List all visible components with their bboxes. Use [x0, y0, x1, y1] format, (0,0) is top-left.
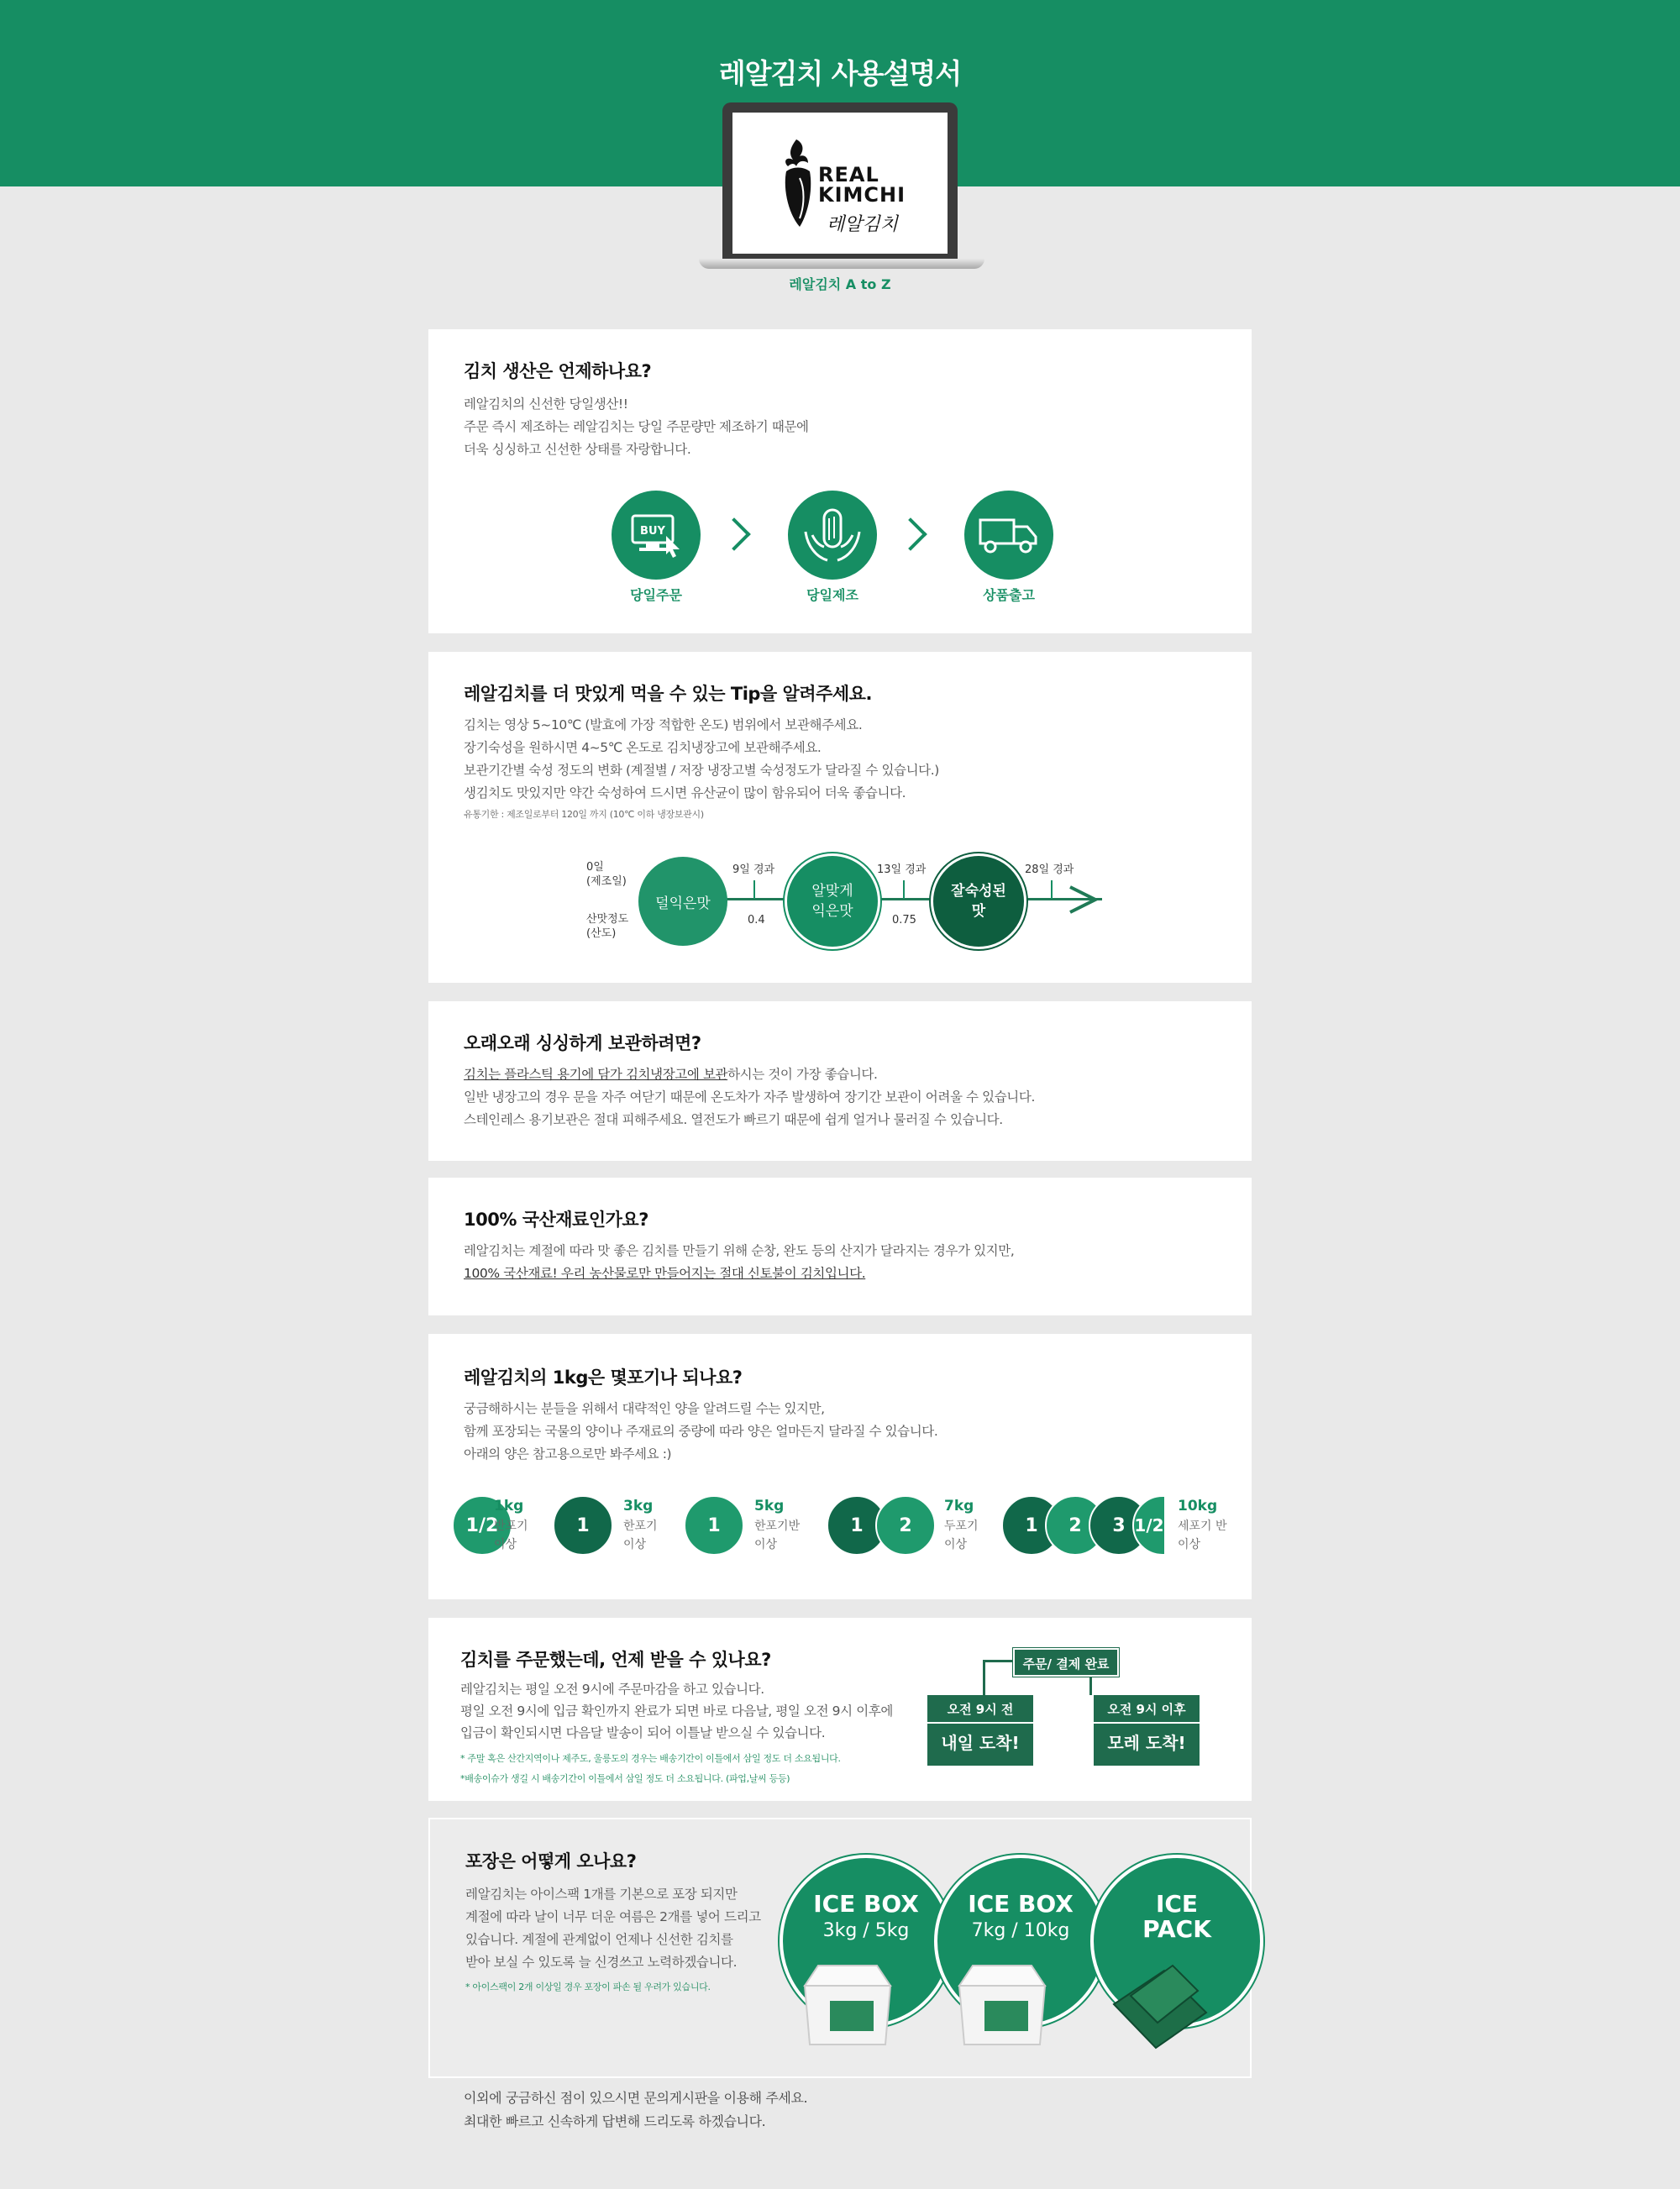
section-title: 김치 생산은 언제하나요? [464, 361, 652, 381]
packaging-note: * 아이스팩이 2개 이상일 경우 포장이 파손 될 우려가 있습니다. [465, 1982, 711, 1992]
footer-text: 이외에 궁금하신 점이 있으시면 문의게시판을 이용해 주세요. 최대한 빠르고 신속하게 답변해 드리도록 하겠습니다. [464, 2090, 808, 2129]
portion-text: 7kg 두포기 이상 [944, 1498, 979, 1551]
expiry-note: 유통기한 : 제조일로부터 120일 까지 (10℃ 이하 냉장보관시) [464, 809, 704, 820]
portion-circle: 3 [1089, 1495, 1149, 1556]
order-complete-badge: 주문/ 결제 완료 [1013, 1648, 1119, 1677]
timeline-line [724, 898, 1102, 900]
section-text: 레알김치는 아이스팩 1개를 기본으로 포장 되지만 계절에 따라 날이 너무 더운 여름은 2개를 넣어 드리고 있습니다. 계절에 관계없이 언제나 신선한 김치를 받아 보실 수 있도록 늘 신경쓰고 노력하겠습니다. [465, 1887, 761, 1970]
portion-circle: 1/2 [1132, 1495, 1166, 1556]
day-label: 9일 경과 [732, 864, 775, 876]
portion-text: 10kg 세포기 반 이상 [1178, 1498, 1227, 1551]
step-label: 상품출고 [983, 587, 1035, 603]
section-title: 레알김치의 1kg은 몇포기나 되나요? [464, 1367, 743, 1388]
portion-circle: 1 [684, 1495, 744, 1556]
truck-icon [977, 515, 1041, 555]
tick [903, 880, 905, 899]
icebox-icon [948, 1961, 1057, 2053]
section-title: 100% 국산재료인가요? [464, 1210, 648, 1230]
brand-en-line1: REAL [818, 163, 879, 186]
radish-icon [780, 138, 816, 230]
acidity-value: 0.4 [748, 914, 765, 927]
section-title: 김치를 주문했는데, 언제 받을 수 있나요? [460, 1650, 771, 1670]
stage-ripe: 알맞게 익은맛 [785, 853, 880, 949]
section-text: 김치는 플라스틱 용기에 담가 김치냉장고에 보관하시는 것이 가장 좋습니다. 일반 냉장고의 경우 문을 자주 여닫기 때문에 온도차가 자주 발생하여 장기간 보관이 어려울 수 있습니다. 스테인레스 용기보관은 절대 피해주세요. 열전도가 빠르기 때문에 쉽게 얼거나 물러질 수 있습니다. [464, 1067, 1035, 1127]
portion-circle: 2 [875, 1495, 936, 1556]
chevron-right-icon [894, 517, 927, 551]
portion-circle: 2 [1045, 1495, 1105, 1556]
laptop-illustration [699, 102, 984, 270]
section-domestic [428, 1178, 1252, 1315]
delivery-note: * 주말 혹은 산간지역이나 제주도, 울릉도의 경우는 배송기간이 이틀에서 삼일 정도 더 소요됩니다. [460, 1753, 841, 1764]
step-ship [964, 491, 1053, 580]
portion-circle: 1 [553, 1495, 613, 1556]
portion-circle: 1 [827, 1495, 887, 1556]
section-title: 오래오래 싱싱하게 보관하려면? [464, 1033, 701, 1053]
icepack-icon [1105, 1954, 1215, 2055]
section-quantity [428, 1334, 1252, 1599]
stage-unripe: 덜익은맛 [638, 857, 727, 946]
portion-text: 5kg 한포기반 이상 [754, 1498, 801, 1551]
icebox-large: ICE BOX 7kg / 10kg [934, 1855, 1107, 2028]
section-packaging [428, 1818, 1252, 2078]
portion-text: 1kg 반포기 이상 [494, 1498, 528, 1551]
step-label: 당일제조 [806, 587, 858, 603]
step-order [612, 491, 701, 580]
brand-ko: 레알김치 [827, 214, 899, 235]
icebox-icon [793, 1961, 902, 2053]
portion-circle: 1 [1001, 1495, 1062, 1556]
day-label: 13일 경과 [877, 864, 927, 876]
stage-aged: 잘숙성된 맛 [931, 853, 1026, 949]
chevron-right-icon [717, 517, 751, 551]
icebox-small: ICE BOX 3kg / 5kg [780, 1855, 953, 2028]
section-title: 레알김치를 더 맛있게 먹을 수 있는 Tip을 알려주세요. [464, 684, 872, 704]
hands-kimchi-icon [802, 507, 863, 564]
day-label: 28일 경과 [1025, 864, 1074, 876]
tick [1051, 880, 1053, 899]
acidity-label: 산맛정도 (산도) [586, 913, 629, 940]
section-text: 궁금해하시는 분들을 위해서 대략적인 양을 알려드릴 수는 있지만, 함께 포장되는 국물의 양이나 주재료의 중량에 따라 양은 얼마든지 달라질 수 있습니다. 아래의 양은 참고용으로만 봐주세요 :) [464, 1401, 938, 1462]
brand-en-line2: KIMCHI [818, 183, 906, 207]
portion-text: 3kg 한포기 이상 [623, 1498, 658, 1551]
buy-label: BUY [640, 525, 665, 538]
subtitle: 레알김치 A to Z [789, 276, 891, 292]
page-title: 레알김치 사용설명서 [718, 57, 962, 90]
before-9am-box: 오전 9시 전 내일 도착! [927, 1695, 1033, 1766]
section-text: 김치는 영상 5~10℃ (발효에 가장 적합한 온도) 범위에서 보관해주세요. 장기숙성을 원하시면 4~5℃ 온도로 김치냉장고에 보관해주세요. 보관기간별 숙성 정도의 변화 (계절별 / 저장 냉장고별 숙성정도가 달라질 수 있습니다.) 생김치도 맛있지만 약간 숙성하여 드시면 유산균이 많이 함유되어 더욱 좋습니다. [464, 717, 939, 801]
after-9am-box: 오전 9시 이후 모레 도착! [1094, 1695, 1200, 1766]
section-text: 레알김치는 계절에 따라 맛 좋은 김치를 만들기 위해 순창, 완도 등의 산지가 달라지는 경우가 있지만, 100% 국산재료! 우리 농산물로만 만들어지는 절대 신토불이 김치입니다. [464, 1243, 1015, 1281]
icepack: ICE PACK [1090, 1855, 1263, 2028]
step-label: 당일주문 [630, 587, 682, 603]
section-delivery [428, 1618, 1252, 1801]
section-text: 레알김치의 신선한 당일생산!! 주문 즉시 제조하는 레알김치는 당일 주문량만 제조하기 때문에 더욱 싱싱하고 신선한 상태를 자랑합니다. [464, 396, 809, 457]
section-storage [428, 1001, 1252, 1161]
day0-label: 0일 (제조일) [586, 861, 627, 888]
step-make [788, 491, 877, 580]
delivery-note: *배송이슈가 생길 시 배송기간이 이틀에서 삼일 정도 더 소요됩니다. (파업,날씨 등등) [460, 1773, 790, 1784]
section-tips [428, 652, 1252, 983]
portion-circle: 1/2 [452, 1495, 512, 1556]
acidity-value: 0.75 [892, 914, 916, 927]
brand-logo [732, 113, 948, 254]
section-text: 레알김치는 평일 오전 9시에 주문마감을 하고 있습니다. 평일 오전 9시에 입금 확인까지 완료가 되면 바로 다음날, 평일 오전 9시 이후에 입금이 확인되시면 다음달 발송이 되어 이틀날 받으실 수 있습니다. [460, 1682, 893, 1740]
tick [753, 880, 755, 899]
arrow-right-icon [1067, 884, 1102, 916]
section-title: 포장은 어떻게 오나요? [465, 1851, 637, 1871]
section-production [428, 329, 1252, 633]
buy-screen-icon [629, 512, 683, 558]
